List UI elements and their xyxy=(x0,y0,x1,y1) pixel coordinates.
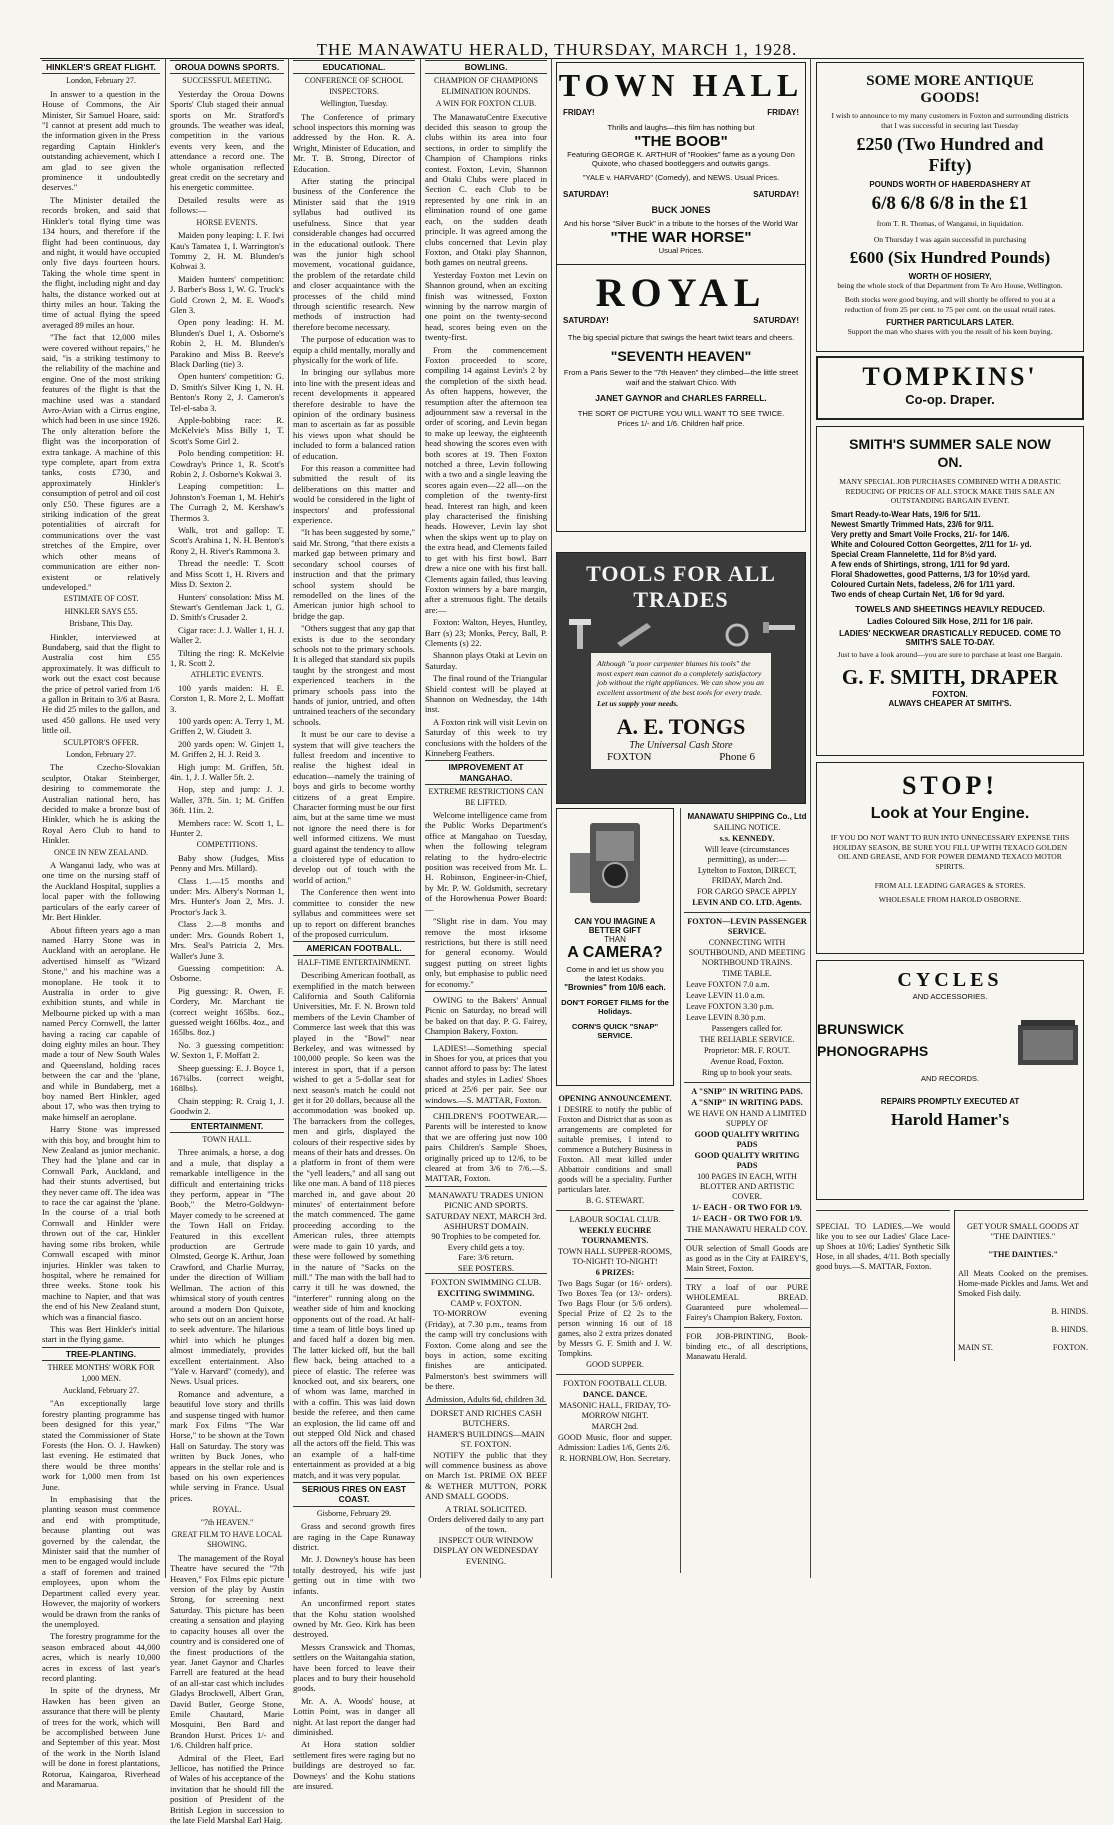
paragraph: From the commencement Foxton proceeded to score, compiling 14 against Levin's 2 by the completion of the sixth head. As often happens, however, the resumption after the afternoon tea adjournment saw a reversal in the order of scoring, and Levin began to make up leeway, the eighteenth head showing the scores even with both scores at 19. Then Foxton notched a three, Levin following with a two and a single leaving the scores again even—22 all—on the completion of the twenty-first head. Interest ran high, and keen play characterised the finishing heads. However, Levin lay shot when the skips went up to play on the extra head, and Clements failed to get with his first bowl. Barr drew a nice one with his first ball. Clements again failed, thus leaving Foxton winners by a bare margin, after a strenuous fight. The details are:— xyxy=(425,344,547,615)
ad-line: GOOD QUALITY WRITING PADS xyxy=(694,1151,800,1170)
ad-line: INSPECT OUR WINDOW DISPLAY ON WEDNESDAY EVENING. xyxy=(433,1534,539,1566)
film-title: "THE BOOB" xyxy=(634,132,728,150)
subheading: ROYAL. xyxy=(212,1505,242,1515)
ad-line: 1/- EACH - OR TWO FOR 1/9. xyxy=(692,1203,802,1212)
headline: SERIOUS FIRES ON EAST COAST. xyxy=(293,1482,415,1507)
ad-line: GOOD QUALITY WRITING PADS xyxy=(694,1130,800,1149)
paragraph: Detailed results were as follows:— xyxy=(170,194,284,216)
ad-line: GOOD Music, floor and supper. Admission: Ladies 1/6, Gents 2/6. xyxy=(558,1433,672,1452)
ad-line: CAMP v. FOXTON. xyxy=(450,1297,522,1308)
subheading: THREE MONTHS' WORK FOR 1,000 MEN. xyxy=(47,1363,155,1383)
ad-line: MARCH 2nd. xyxy=(591,1422,639,1431)
ad-line: I wish to announce to my many customers in Foxton and surrounding districts that I was successful in securing last Tuesday xyxy=(831,111,1069,130)
store-tagline: The Universal Cash Store xyxy=(629,740,733,752)
column-rule xyxy=(810,58,811,1578)
classified-ad: CHILDREN'S FOOTWEAR.—Parents will be interested to know that we are offering just now 100 pairs Children's Sample Shoes, originally priced up to 12/6, to be cleared at from 3/6 to 7/6.—S. MATTAR, Foxton. xyxy=(425,1107,547,1184)
column-3 xyxy=(293,60,415,1791)
texaco-ad xyxy=(816,762,1084,954)
dateline: London, February 27. xyxy=(66,750,136,759)
ad-heading: FOXTON FOOTBALL CLUB. xyxy=(563,1379,667,1388)
ad-headline: SMITH'S SUMMER SALE NOW ON. xyxy=(849,436,1051,470)
ad-line: FURTHER PARTICULARS LATER. xyxy=(886,318,1014,328)
tools-illustration-icon xyxy=(557,613,805,653)
subheading: ONCE IN NEW ZEALAND. xyxy=(53,847,149,857)
ad-line: Admission, Adults 6d, children 3d. xyxy=(425,1393,547,1404)
ad-line: REPAIRS PROMPTLY EXECUTED AT xyxy=(880,1097,1020,1107)
sale-item: White and Coloured Cotton Georgettes, 2/11 for 1/- yd. xyxy=(831,539,1032,549)
ship-name: s.s. KENNEDY. xyxy=(719,834,775,843)
ad-line: Lyttelton to Foxton, DIRECT, FRIDAY, March 2nd. xyxy=(697,866,797,885)
ad-line: Orders delivered daily to any part of the town. xyxy=(428,1514,544,1535)
paragraph: Mr. A. A. Woods' house, at Lottin Point, was in danger all night. At last report the danger had diminished. xyxy=(293,1695,415,1737)
ad-line: Come in and let us show you the latest Kodaks. xyxy=(566,965,664,983)
paragraph: Sheep guessing: E. J. Boyce 1, 167¼lbs. (correct weight, 168lbs). xyxy=(170,1062,284,1094)
ad-line: IF YOU DO NOT WANT TO RUN INTO UNNECESSARY EXPENSE THIS HOLIDAY SEASON, BE SURE YOU FILL UP WITH TEXACO GOLDEN OIL AND GREASE, AND FOR POWER DEMAND TEXACO MOTOR SPIRITS. xyxy=(830,833,1070,871)
subheading: COMPETITIONS. xyxy=(196,840,258,850)
ad-heading: A "SNIP" IN WRITING PADS. xyxy=(691,1087,803,1096)
ad-line: Support the man who shares with you the result of his keen buying. xyxy=(847,327,1053,337)
ad-line: All Meats Cooked on the premises. Home-made Pickles and Jams. Wet and Smoked Fish daily. xyxy=(958,1268,1088,1298)
paragraph: The Minister detailed the records broken, and said that Hinkler's total flying time was 134 hours, and therefore if the flight had been continuous, day and night, it would have occupied only five days fourteen hours. Taking the whole time spent in the flight, including night and day halts, the distance worked out at thirty miles an hour. Taking the time of actual flying the speed averaged 89 miles an hour. xyxy=(42,194,160,330)
column-4 xyxy=(425,60,547,1575)
paragraph: It must be our care to devise a system that will give teachers the fullest freedom and incentive to realise the highest ideal in education—namely the training of boys and girls to become worthy citizens of a great Empire. Character forming must be our first aim, but at the same time we must not ignore the need there is for well informed citizens. We must guard against the tendency to allow a cloistered type of education to develop out of touch with the world of action." xyxy=(293,729,415,885)
paragraph: 100 yards open: A. Terry 1, M. Griffen 2, W. Giudett 3. xyxy=(170,715,284,737)
paragraph: Walk, trot and gallop: T. Scott's Arabina 1, N. H. Benton's Rony 2, H. River's Rammona 3. xyxy=(170,525,284,556)
camera-ad xyxy=(556,808,674,1086)
classified-ad: SPECIAL TO LADIES.—We would like you to see our Ladies' Glace Lace-up Shoes at 10/6; Ladies' Synthetic Silk Hose, in all shades, 4/11. Both specially good buys.—S. MATTAR, Foxton. xyxy=(816,1222,950,1272)
ad-headline: STOP! xyxy=(901,771,999,800)
ad-line: ASHHURST DOMAIN. xyxy=(443,1221,529,1232)
ad-line: "Brownies" from 10/6 each. xyxy=(564,983,666,992)
ad-line: "YALE v. HARVARD" (Comedy), and NEWS. Usual Prices. xyxy=(582,172,780,182)
ad-heading: FOXTON SWIMMING CLUB. xyxy=(430,1277,542,1288)
paragraph: "The fact that 12,000 miles were covered without repairs," he said, "is a striking testimony to the reliability of the machine and engine. One of the most striking features of the flight is that the machine used was a standard Avro-Avian with a Cirrus engine, which had been in use since 1926. The only alteration before the flight was the incorporation of extra tankage. A machine of this type complete, apart from extra tanks, costs £730, and approximately Hinkler's consumption of petrol and oil cost only £50. These figures are a striking indication of the great potentialities of aircraft for communications over the vast stretches of the Empire, over which other means of communication are either non-existent or relatively undeveloped." xyxy=(42,332,160,592)
ad-line: TO-MORROW evening (Friday), at 7.30 p.m., teams from the camp will try conclusions with Foxton. Come along and see the boys in action, some exciting finishes are anticipated. Palmerston's best swimmers will be there. xyxy=(425,1308,547,1392)
ad-line: SEE POSTERS. xyxy=(457,1262,515,1273)
ad-line: WHOLESALE FROM HAROLD OSBORNE. xyxy=(878,894,1022,904)
paragraph: Open pony leading: H. M. Blunden's Duel 1, A. Osborne's Robin 2, H. M. Blunden's Parakino and Miss B. Reeve's Black Darling (tie) 3. xyxy=(170,317,284,369)
paragraph: An unconfirmed report states that the Kohu station woolshed owned by Mr. Geo. Kirk has been destroyed. xyxy=(293,1598,415,1640)
ad-line: POUNDS WORTH OF HABERDASHERY AT xyxy=(869,180,1031,190)
paragraph: Pig guessing: R. Owen, F. Cordery, Mr. Marchant tie (correct weight 165lbs. 6oz., guessed weight 166lbs. 4oz., and 165lbs. 8oz.) xyxy=(170,985,284,1038)
paragraph: High jump: M. Griffen, 5ft. 4in. 1, J. J. Waller 5ft. 2. xyxy=(170,761,284,782)
subheading: SUCCESSFUL MEETING. xyxy=(182,76,272,86)
ad-line: GOOD SUPPER. xyxy=(586,1360,644,1369)
store-phone: Phone 6 xyxy=(719,751,755,764)
paragraph: "Slight rise in dam. You may remove the most irksome restrictions, but there is still need for general economy. Would suggest putting on street lights only, but emphasise to public need for economy." xyxy=(425,916,547,989)
tools-quote: Although "a poor carpenter blames his tools" the most expert man cannot do a completely satisfactory job without the right appliances. We can show you an excellent assortment of the best tools for every trade. xyxy=(597,659,764,697)
subheading: HORSE EVENTS. xyxy=(196,217,258,227)
paragraph: Mr. J. Downey's house has been totally destroyed, his wife just getting out in time with two infants. xyxy=(293,1554,415,1596)
film-title: "SEVENTH HEAVEN" xyxy=(610,348,752,365)
paragraph: In spite of the dryness, Mr Hawken has been given an assurance that there will be plenty of trees for the work, which will be accomplished between June and September of this year. Most of the work in the North Island will be done in forest plantations, Rotorua, Kaingaroa, Riverhead and Maramarua. xyxy=(42,1685,160,1789)
ad-line: WE HAVE ON HAND A LIMITED SUPPLY OF xyxy=(687,1109,807,1128)
paragraph: "It has been suggested by some," said Mr. Strong, "that there exists a marked gap between primary and secondary school courses of instruction and that the primary school system should be remodelled on the lines of the American junior high school to bridge the gap. xyxy=(293,527,415,621)
timetable-row: Leave FOXTON 7.0 a.m. xyxy=(686,980,770,989)
dateline: Gisborne, February 29. xyxy=(316,1508,392,1518)
ad-line: AND ACCESSORIES. xyxy=(912,992,988,1001)
ad-line: LEVIN AND CO. LTD. Agents. xyxy=(692,898,802,907)
small-ads-right xyxy=(680,808,810,1573)
dateline: Wellington, Tuesday. xyxy=(320,99,388,109)
sale-item: Floral Shadowettes, good Patterns, 1/3 for 10½d yard. xyxy=(831,569,1030,579)
store-name: TOMPKINS' xyxy=(862,362,1038,391)
ad-line: CAN YOU IMAGINE A BETTER GIFT xyxy=(574,917,656,935)
ad-line: MANY SPECIAL JOB PURCHASES COMBINED WITH A DRASTIC REDUCING OF PRICES OF ALL STOCK MAKE THIS SALE AN OUTSTANDING BARGAIN EVENT. xyxy=(839,477,1061,506)
ad-line: Prices 1/- and 1/6. Children half price. xyxy=(617,418,745,428)
paragraph: Admiral of the Fleet, Earl Jellicoe, has notified the Prince of Wales of his acceptance of the invitation that he should fill the position of President of the British Legion in succession to the late Field Marshal Earl Haig. xyxy=(170,1752,284,1825)
paragraph: Yesterday the Oroua Downs Sports' Club staged their annual sports on Mr. Stratford's grounds. The weather was ideal, competition in the various events very keen, and the attendance a record one. The whole organisation reflected great credit on the secretary and his energetic committee. xyxy=(170,88,284,193)
paragraph: Describing American football, as exemplified in the match between California and South California Universities, Mr. F. N. Brown told members of the Levin Chamber of Commerce last week that this was played in the "Bowl" near Berkeley, and was witnessed by 100,000 people. So keen was the interest in sport, that if a person wished to get a 5-dollar seat for next season's match he could not get it for 20 dollars, because all the accommodation was booked up. The barrackers from the colleges, men and girls, displayed the colours of their respective sides by means of their hats and dresses. On a platform in front of them were the "yell leaders," and all sang out like one man. A band of 118 pieces marched in, and gave about 20 minutes' of entertainment before the match commenced. The game proceeding according to the American rules, three attempts were made to gain 10 yards, and these were followed by something in the nature of "Sacks on the mill." The man with the ball had to carry it till he was downed, the "interferer" running along on the weather side of him and knocking opponents out of the road. At half-time a team of little boys lined up and faced half a dozen big men. The latter kicked off, but the ball flew back, being attached to a piece of elastic. The referee was knocked out, and six bearers, one of whom was lame, marched in with a coffin. This was laid down beside the referee, and then came an explosion, the lid came off and out stepped Old Nick and chased all the actors off the field. This was an example of a half-time entertainment as provided at a big match, and it was very popular. xyxy=(293,970,415,1480)
paragraph: A Wanganui lady, who was at one time on the nursing staff of the Auckland Hospital, supplies a local paper with the following particulars of the early career of Mr. Bert Hinkler. xyxy=(42,860,160,923)
ad-line: TIME TABLE. xyxy=(722,969,772,978)
paragraph: Hop, step and jump: J. J. Waller, 37ft. 5in. 1; M. Griffen 36ft. 11in. 2. xyxy=(170,784,284,816)
subheading: GREAT FILM TO HAVE LOCAL SHOWING. xyxy=(171,1530,283,1550)
column-rule xyxy=(288,58,289,1578)
paragraph: Three animals, a horse, a dog and a mule, that display a remarkable intelligence in the difficult and entertaining tricks they perform, appear in "The Boob," the Metro-Goldwyn-Mayer comedy to be screened at the Town Hall on Friday. Featured in this excellent production are Gertrude Olmsted, George K. Arthur, Joan Crawford, and Charlie Murray, under the direction of William Wellman. The action of this whimsical story of youth centres around a modern Don Quixote, who sets out on an ancient horse to seek adventure. The hilarious whirl into which he plunges almost immediately, provides excellent entertainment. Also "Yale v. Harvard" (comedy), and News. Usual prices. xyxy=(170,1147,284,1387)
ad-line: SAILING NOTICE. xyxy=(713,823,781,832)
sale-item: Newest Smartly Trimmed Hats, 23/6 for 9/11. xyxy=(831,519,994,529)
dainties-ad xyxy=(954,1210,1088,1361)
butchers-ad xyxy=(425,1404,547,1566)
paragraph: 100 yards maiden: H. E. Corston 1, R. More 2, L. Moffatt 3. xyxy=(170,682,284,714)
day-label: FRIDAY! xyxy=(767,108,799,117)
ad-line: B. G. STEWART. xyxy=(585,1196,645,1205)
dateline: Auckland, February 27. xyxy=(63,1385,139,1395)
paragraph: Hunters' consolation: Miss M. Stewart's Gentleman Jack 1, G. D. Smith's Crusader 2. xyxy=(170,591,284,623)
tools-notice xyxy=(591,653,771,769)
column-rule xyxy=(420,58,421,1578)
subheading: A WIN FOR FOXTON CLUB. xyxy=(435,99,537,109)
ad-line: DON'T FORGET FILMS for the Holidays. xyxy=(561,998,669,1016)
ad-line: MAIN ST. xyxy=(958,1343,993,1353)
paragraph: In bringing our syllabus more into line with the present ideas and recent developments it appeared therefore desirable to have the opinion of the ordinary business man to ascertain as far as possible his views upon what should be included to form a balanced ration of education. xyxy=(293,367,415,461)
subheading: "7th HEAVEN." xyxy=(200,1517,254,1527)
ad-line: 90 Trophies to be competed for. Every child gets a toy. xyxy=(431,1231,541,1252)
paragraph: Leaping competition: L. Johnston's Foeman 1, M. Hehir's The Curragh 2, M. Kershaw's Thermos 3. xyxy=(170,481,284,523)
headline: IMPROVEMENT AT MANGAHAO. xyxy=(425,760,547,785)
ad-line: Ladies Coloured Silk Hose, 2/11 for 1/6 pair. xyxy=(867,616,1033,626)
town-hall-title: TOWN HALL xyxy=(558,67,804,103)
ladies-ad xyxy=(816,1210,950,1280)
paragraph: Shannon plays Otaki at Levin on Saturday. xyxy=(425,650,547,671)
paragraph: A Foxton rink will visit Levin on Saturday of this week to try conclusions with the holders of the Kinneberg Feathers. xyxy=(425,716,547,758)
subheading: EXTREME RESTRICTIONS CAN BE LIFTED. xyxy=(428,787,544,807)
subheading: ATHLETIC EVENTS. xyxy=(190,670,264,680)
headline: TREE-PLANTING. xyxy=(42,1347,160,1361)
ad-heading: MANAWATU TRADES UNION PICNIC AND SPORTS. xyxy=(428,1189,544,1211)
ad-line: THE RELIABLE SERVICE. xyxy=(699,1035,795,1044)
tools-ad xyxy=(556,552,806,804)
paragraph: Romance and adventure, a beautiful love story and thrills and suspense tinged with humor mark Fox Films "The War Horse," to be shown at the Town Hall on Saturday. The story was written by Buck Jones, who appears in the stellar role and is based on his own experiences while serving in France. Usual prices. xyxy=(170,1388,284,1503)
classified-ad: FOR JOB-PRINTING, Book-binding etc., of all descriptions, Manawatu Herald. xyxy=(686,1332,808,1361)
picnic-ad xyxy=(425,1186,547,1273)
timetable-row: Leave FOXTON 3.30 p.m. xyxy=(686,1002,775,1011)
camera-icon xyxy=(560,813,670,913)
paragraph: Grass and second growth fires are raging in the Cape Runaway district. xyxy=(293,1521,415,1553)
ad-line: CORN'S QUICK "SNAP" SERVICE. xyxy=(571,1022,659,1040)
ad-headline: Look at Your Engine. xyxy=(870,805,1030,822)
subheading: HINKLER SAYS £55. xyxy=(64,606,138,616)
paragraph: At Hora station soldier settlement fires were raging but no buildings are destroyed so far. Downeys' and the Kohu stations are insured. xyxy=(293,1739,415,1791)
ad-line: 6 PRIZES: xyxy=(595,1268,635,1277)
day-label: SATURDAY! xyxy=(753,190,799,200)
paragraph: The final round of the Triangular Shield contest will be played at Shannon on Wednesday, the 14th inst. xyxy=(425,673,547,715)
ad-heading: DORSET AND RICHES CASH BUTCHERS. xyxy=(430,1407,542,1429)
ad-line: Passengers called for. xyxy=(711,1024,783,1033)
ad-heading: DANCE. DANCE. xyxy=(582,1390,648,1399)
phonograph-icon xyxy=(1013,1010,1083,1070)
paragraph: Yesterday Foxton met Levin on Shannon ground, when an exciting finish was witnessed, Foxton winning by the narrow margin of one point on the twenty-second head, scores being even on the twenty-first. xyxy=(425,269,547,343)
ad-headline: 6/8 6/8 6/8 in the £1 xyxy=(871,193,1029,215)
cycles-ad xyxy=(816,960,1084,1200)
ad-heading: FOXTON—LEVIN PASSENGER SERVICE. xyxy=(687,917,807,936)
ad-line: FROM ALL LEADING GARAGES & STORES. xyxy=(874,881,1026,891)
paragraph: About fifteen years ago a man named Harry Stone was in Auckland with an aeroplane. He advertised himself as "Wizard Stone," and his machine was a monoplane. He took it to Australia in order to give exhibition stunts, and while in Melbourne picked up with a man named Percy Cornwell, the latter having a racing car capable of doing eighty miles an hour. They made a tour of New South Wales and Queensland, holding races between the car and the 'plane, and while in Bundaberg, met a boy named Bert Hinkler, aged about 17, who was then trying to make himself an aeroplane. xyxy=(42,924,160,1122)
paragraph: Members race: W. Scott 1, L. Hunter 2. xyxy=(170,817,284,839)
ad-headline: £250 (Two Hundred and Fifty) xyxy=(856,134,1044,176)
ad-line: TOWELS AND SHEETINGS HEAVILY REDUCED. xyxy=(855,603,1045,614)
smith-sale-ad xyxy=(816,426,1084,756)
paragraph: "An exceptionally large forestry planting programme has been designed for this year," stated the Commissioner of State Forests (the Hon. O. J. Hawken) last evening. He estimated that there would be three months' work for 1,000 men from 1st June. xyxy=(42,1398,160,1492)
headline: BOWLING. xyxy=(425,60,547,74)
paragraph: In emphasising that the planting season must commence and end with promptitude, because planting out was governed by the calendar, the Minister said that the number of men to be engaged would include a staff of foremen and trained employees, upon whom the Department called every year. However, the majority of workers would be drawn from the ranks of the unemployed. xyxy=(42,1494,160,1629)
paragraph: Apple-bobbing race: R. McKelvie's Miss Billy 1, T. Scott's Some Girl 2. xyxy=(170,415,284,446)
paragraph: Messrs Cranswick and Thomas, settlers on the Waitangahia station, have been forced to leave their places and to bury their household goods. xyxy=(293,1641,415,1694)
ad-line: THAN xyxy=(604,935,626,944)
paragraph: 200 yards open: W. Ginjett 1, M. Griffen 2, H. J. Reid 3. xyxy=(170,738,284,760)
ad-line: GET YOUR SMALL GOODS AT "THE DAINTIES." xyxy=(966,1222,1080,1242)
small-ads-left xyxy=(556,1090,674,1468)
store-name: A. E. TONGS xyxy=(616,714,746,740)
ad-line: WORTH OF HOSIERY, xyxy=(908,272,992,282)
paragraph: Maiden pony leaping: I. F. Iwi Kau's Tamatea 1, I. Warrington's Tommy 2, H. M. Blunden's Kohwai 3. xyxy=(170,230,284,272)
day-label: SATURDAY! xyxy=(563,315,609,325)
ad-line: THE SORT OF PICTURE YOU WILL WANT TO SEE TWICE. xyxy=(577,409,785,419)
ad-line: B. HINDS. xyxy=(1051,1324,1088,1334)
ad-line: Both stocks were good buying, and will shortly be offered to you at a reduction of from 25 per cent. to 75 per cent. on the usual retail rates. xyxy=(844,294,1056,314)
ad-heading: LABOUR SOCIAL CLUB. xyxy=(569,1215,661,1224)
classified-ad: OWING to the Bakers' Annual Picnic on Saturday, no bread will be baked on that day. P. G. Fairey, Champion Bakery, Foxton. xyxy=(425,991,547,1037)
ad-line: NOTIFY the public that they will commence business as above on March 1st. PRIME OX BEEF & WETHER MUTTON, PORK AND SMALL GOODS. xyxy=(425,1449,547,1502)
ad-line: Fare: 3/6 return. xyxy=(458,1252,514,1263)
ad-line: Featuring GEORGE K. ARTHUR of "Rookies" fame as a young Don Quixote, who chased bootleggers and outwits gangs. xyxy=(567,149,795,169)
ad-headline: SOME MORE ANTIQUE GOODS! xyxy=(866,73,1034,106)
paragraph: The Czecho-Slovakian sculptor, Otakar Steinberger, desiring to commemorate the Australian national hero, has decided to make a bronze bust of Hinkler, which he is asking the Royal Aero Club to hand to Hinkler. xyxy=(42,762,160,846)
headline: ENTERTAINMENT. xyxy=(170,1119,284,1133)
store-name: Harold Hamer's xyxy=(890,1110,1010,1130)
ad-line: Proprietor: MR. F. ROUT. xyxy=(703,1046,791,1055)
column-rule xyxy=(551,58,552,1578)
ad-line: B. HINDS. xyxy=(1051,1306,1088,1316)
store-town: FOXTON. xyxy=(932,690,968,700)
paragraph: The forestry programme for the season embraced about 44,000 acres, which is nearly 10,000 acres in excess of last year's record planting. xyxy=(42,1631,160,1683)
timetable-row: Leave LEVIN 8.30 p.m. xyxy=(686,1013,766,1022)
star-name: BUCK JONES xyxy=(651,205,711,216)
masthead: THE MANAWATU HERALD, THURSDAY, MARCH 1, 1928. xyxy=(316,40,798,59)
ad-line: Just to have a look around—you are sure to purchase at least one Bargain. xyxy=(837,649,1063,659)
ad-line: FOR CARGO SPACE APPLY xyxy=(696,887,798,896)
sale-item: Special Cream Flannelette, 11d for 8½d yard. xyxy=(831,549,997,559)
tools-title: TOOLS FOR ALL TRADES xyxy=(586,561,776,612)
paragraph: The purpose of education was to equip a child mentally, morally and physically for the work of life. xyxy=(293,334,415,365)
ad-line: And his horse "Silver Buck" in a tribute to the horses of the World War xyxy=(563,219,799,229)
paragraph: Maiden hunters' competition: J. Barber's Boss 1, W. G. Truck's Gold Crown 2, M. E. Wood's Glen 3. xyxy=(170,273,284,315)
ad-line: Two Bags Sugar (or 16/- orders). Two Boxes Tea (or 13/- orders). Two Bags Flour (or 5/6 orders). Special Prize of £2 2s to the person winning 16 out of 18 games, also 2 extra prizes donated by Messrs G. F. Smith and J. W. Tompkins. xyxy=(558,1279,672,1358)
paragraph: Guessing competition: A. Osborne. xyxy=(170,962,284,984)
ad-line: The big special picture that swings the heart twixt tears and cheers. xyxy=(567,332,795,342)
classified-ad: LADIES!—Something special in Shoes for you, at prices that you cannot afford to pass by: The latest shades and styles in Ladies' Shoes priced at 25/6 per pair. See our windows.—S. MATTAR, Foxton. xyxy=(425,1039,547,1105)
subheading: SCULPTOR'S OFFER. xyxy=(63,737,139,747)
dateline: London, February 27. xyxy=(66,76,136,86)
ad-line: HAMER'S BUILDINGS—MAIN ST. FOXTON. xyxy=(427,1428,545,1450)
ad-line: From a Paris Sewer to the "7th Heaven" they climbed—the little street waif and the stalwart Chico. With xyxy=(563,368,799,387)
headline: HINKLER'S GREAT FLIGHT. xyxy=(42,60,160,74)
ad-line: 100 PAGES IN EACH, WITH BLOTTER AND ARTISTIC COVER. xyxy=(697,1172,797,1201)
ad-heading: A "SNIP" IN WRITING PADS. xyxy=(691,1098,803,1107)
ad-line: 1/- EACH - OR TWO FOR 1/9. xyxy=(692,1214,802,1223)
headline: EDUCATIONAL. xyxy=(293,60,415,74)
ad-line: FOXTON. xyxy=(1052,1343,1088,1353)
paragraph: In answer to a question in the House of Commons, the Air Minister, Sir Samuel Hoare, said: "I cannot at present add much to the information given in the Press regarding Captain Hinkler's outstanding achievement, which I am glad to see given the prominence it undoubtedly deserves." xyxy=(42,88,160,193)
store-name: G. F. SMITH, DRAPER xyxy=(841,665,1059,690)
ad-line: CONNECTING WITH SOUTHBOUND, AND MEETING NORTHBOUND TRAINS. xyxy=(688,938,806,967)
ad-line: Ring up to book your seats. xyxy=(701,1068,793,1077)
subheading: TOWN HALL. xyxy=(202,1135,252,1144)
ad-heading: EXCITING SWIMMING. xyxy=(437,1287,535,1298)
sale-item: Very pretty and Smart Voile Frocks, 21/- for 14/6. xyxy=(831,529,1010,539)
store-tagline: ALWAYS CHEAPER AT SMITH'S. xyxy=(888,699,1012,709)
sale-item: Two ends of cheap Curtain Net, 1/6 for 9d yard. xyxy=(831,589,1005,599)
ad-heading: MANAWATU SHIPPING Co., Ltd xyxy=(687,812,807,821)
subheading: ESTIMATE OF COST. xyxy=(63,594,139,604)
paragraph: Polo bending competition: H. Cowdray's Prince 1, R. Scott's Robin 2, J. Osborne's Kokwai 3. xyxy=(170,448,284,480)
ad-headline: CYCLES xyxy=(897,969,1003,991)
paragraph: For this reason a committee had submitted the result of its deliberations on this matter and would be considered in the light of inspectors' and professional experience. xyxy=(293,463,415,526)
ad-line: TOWN HALL SUPPER-ROOMS, TO-NIGHT! TO-NIGHT! xyxy=(558,1247,672,1266)
ad-line: SATURDAY NEXT, MARCH 3rd. xyxy=(425,1210,547,1221)
cinema-ad xyxy=(556,62,806,532)
ad-line: being the whole stock of that Department from Te Aro House, Wellington. xyxy=(837,281,1063,291)
sale-item: Smart Ready-to-Wear Hats, 19/6 for 5/11. xyxy=(831,509,981,519)
ad-line: AND RECORDS. xyxy=(920,1073,980,1083)
camera-headline: A CAMERA? xyxy=(567,944,663,961)
star-name: JANET GAYNOR and CHARLES FARRELL. xyxy=(595,393,767,404)
subheading: CHAMPION OF CHAMPIONS ELIMINATION ROUNDS. xyxy=(433,76,539,96)
subheading: CONFERENCE OF SCHOOL INSPECTORS. xyxy=(304,76,404,96)
paragraph: No. 3 guessing competition: W. Sexton 1, F. Moffatt 2. xyxy=(170,1039,284,1061)
store-tagline: Co-op. Draper. xyxy=(905,392,995,407)
store-town: FOXTON xyxy=(607,751,652,764)
ad-line: Will leave (circumstances permitting), as under:— xyxy=(704,845,790,864)
ad-line: "THE DAINTIES." xyxy=(987,1250,1059,1260)
classified-ad: OUR selection of Small Goods are as good as in the City at FAIREY'S, Main Street, Foxton. xyxy=(686,1244,808,1273)
ad-line: On Thursday I was again successful in purchasing xyxy=(873,234,1027,244)
paragraph: The Conference of primary school inspectors this morning was addressed by the Hon. R. A. Wright, Minister of Education, and Mr. T. B. Strong, Director of Education. xyxy=(293,111,415,174)
subheading: HALF-TIME ENTERTAINMENT. xyxy=(297,957,411,967)
ad-line: Thrills and laughs—this film has nothing but xyxy=(607,123,755,132)
masthead-rule xyxy=(40,58,1084,59)
paragraph: The Conference then went into committee to consider the new syllabus and committees were set up to report on different branches of the proposed curriculum. xyxy=(293,887,415,939)
ad-line: Avenue Road, Foxton. xyxy=(710,1057,784,1066)
paragraph: Hinkler, interviewed at Bundaberg, said that the flight to Australia cost him £55 approximately. It was difficult to work out the exact cost because the price of petrol varied from 1/6 a gallon in Britain to 3/6 at Basra. He did 25 miles to the gallon, and used 450 gallons. He used very little oil. xyxy=(42,631,160,736)
paragraph: The management of the Royal Theatre have secured the "7th Heaven," Fox Films epic picture version of the play by Austin Strong, for screening next Saturday. This picture has been creating a sensation and playing to capacity houses all over the country and is considered one of the finest productions of the year. Janet Gaynor and Charles Farrell are featured at the head of an all-star cast which includes Gladys Brockwell, Albert Gran, David Butler, George Stone, Emile Chautard, Marie Mosquini, Ben Bard and Brandon Hurst. Prices 1/- and 1/6. Children half price. xyxy=(170,1552,284,1751)
ad-line: Usual Prices. xyxy=(658,245,704,255)
paragraph: Harry Stone was impressed with this boy, and brought him to New Zealand as junior mechanic. They had the 'plane and car in Cornwall Park, Auckland, and had their stunts advertised, but they never came off. The idea was to race the car against the 'plane. In the course of a trial both Cornwall and Hinkler were thrown out of the car, Hinkler having some ribs broken, while Cornwall escaped with minor injuries. Hinkler was taken to hospital, where he remained for three weeks. Stone took his machine to Napier, and that was the end of his New Zealand stunt, which was a financial fiasco. xyxy=(42,1124,160,1322)
ad-line: I DESIRE to notify the public of Foxton and District that as soon as arrangements are completed for suitable premises, I intend to commence a Butchery Business in Foxton. All meat killed under Abbattoir conditions and small goods will be a speciality. Further particulars later. xyxy=(558,1105,672,1194)
classified-ad: TRY a loaf of our PURE WHOLEMEAL BREAD. Guaranteed pure wholemeal—Fairey's Champion Bakery, Foxton. xyxy=(686,1283,808,1322)
swimming-ad xyxy=(425,1273,547,1404)
sale-item: Coloured Curtain Nets, fadeless, 2/6 for 1/11 yard. xyxy=(831,579,1015,589)
paragraph: Cigar race: J. J. Waller 1, H. J. Waller 2. xyxy=(170,624,284,646)
timetable-row: Leave LEVIN 11.0 a.m. xyxy=(686,991,765,1000)
paragraph: Open hunters' competition: G. D. Smith's Silver King 1, N. H. Benton's Rony 2, J. Cameron's Tel-el-saba 3. xyxy=(170,371,284,413)
film-title: "THE WAR HORSE" xyxy=(610,228,752,246)
ad-line: THE MANAWATU HERALD COY. xyxy=(686,1225,808,1234)
paragraph: Class 1.—15 months and under: Mrs. Albery's Norman 1, Mrs. Hunter's Joan 2, Mrs. J. Proctor's Jack 3. xyxy=(170,875,284,917)
ad-line: LADIES' NECKWEAR DRASTICALLY REDUCED. COME TO SMITH'S SALE TO-DAY. xyxy=(839,628,1061,647)
phonograph-brand: BRUNSWICK PHONOGRAPHS xyxy=(817,1020,929,1059)
paragraph: Baby show (Judges, Miss Penny and Mrs. Millard). xyxy=(170,852,284,874)
royal-title: ROYAL xyxy=(595,269,767,315)
sale-item: A few ends of Shirtings, strong, 1/11 for 9d yard. xyxy=(831,559,1010,569)
day-label: SATURDAY! xyxy=(563,190,609,200)
dateline: Brisbane, This Day. xyxy=(69,619,133,629)
paragraph: After stating the principal business of the Conference the Minister said that the 1919 syllabus had outlived its usefulness. Since that year considerable changes had occurred in the educational outlook. There was the junior high school movement, vocational guidance, the problem of the retardate child and closer acquaintance with the processes of the child mind through scientific research. New methods of instruction had therefore become necessary. xyxy=(293,176,415,332)
tompkins-ad xyxy=(816,62,1084,352)
paragraph: "Others suggest that any gap that exists is due to the secondary schools not to the primary schools. It is alleged that standard six pupils taught by the strongest and most experienced teachers in the primary schools pass into the hands of junior, untried, and often untrained teachers of the secondary schools. xyxy=(293,623,415,727)
column-2 xyxy=(170,60,284,1825)
paragraph: Thread the needle: T. Scott and Miss Scott 1, H. Rivers and Miss D. Sexton 2. xyxy=(170,558,284,590)
paragraph: Foxton: Walton, Heyes, Huntley, Barr (s) 23; Monks, Percy, Ball, P. Clements (s) 22. xyxy=(425,617,547,648)
day-label: SATURDAY! xyxy=(753,315,799,325)
column-rule xyxy=(165,58,166,1578)
day-label: FRIDAY! xyxy=(563,108,595,117)
paragraph: Tilting the ring: R. McKelvie 1, R. Scott 2. xyxy=(170,647,284,668)
paragraph: The ManawatuCentre Executive decided this season to group the clubs within its area into four sections, in order to simplify the Champion of Champions rinks contest. Foxton, Levin, Shannon and Otaki Clubs were placed in Section C. each Club to be represented by one rink in an elimination round of one game each, on the sudden death principle. It was agreed among the clubs concerned that Levin play Foxton, and Otaki play Shannon, both games on neutral greens. xyxy=(425,111,547,268)
ad-heading: OPENING ANNOUNCEMENT. xyxy=(558,1094,672,1103)
paragraph: Chain stepping: R. Craig 1, J. Goodwin 2. xyxy=(170,1095,284,1117)
paragraph: This was Bert Hinkler's initial start in the flying game. xyxy=(42,1323,160,1345)
ad-line: A TRIAL SOLICITED. xyxy=(445,1503,527,1514)
tools-cta: Let us supply your needs. xyxy=(597,699,679,709)
ad-headline: £600 (Six Hundred Pounds) xyxy=(849,248,1051,268)
paragraph: Welcome intelligence came from the Public Works Department's office at Mangahao on Tuesday, when the following telegram relating to the hydro-electric position was received from Mr. L. H. Robinson, Engineer-in-Chief, by Mr. P. W. Goldsmith, secretary of the Horowhenua Power Board:— xyxy=(425,810,547,914)
paragraph: Class 2.—8 months and under: Mrs. Gounds Robert 1, Mrs. Seal's Patricia 2, Mrs. Waller's June 3. xyxy=(170,919,284,961)
tompkins-banner xyxy=(816,356,1084,420)
ad-heading: WEEKLY EUCHRE TOURNAMENTS. xyxy=(578,1226,652,1245)
ad-line: MASONIC HALL, FRIDAY, TO-MORROW NIGHT. xyxy=(559,1401,671,1420)
ad-line: R. HORNBLOW, Hon. Secretary. xyxy=(559,1454,671,1463)
ad-line: from T. R. Thomas, of Wanganui, in liquidation. xyxy=(876,219,1024,229)
headline: OROUA DOWNS SPORTS. xyxy=(170,60,284,74)
headline: AMERICAN FOOTBALL. xyxy=(293,941,415,955)
column-1 xyxy=(42,60,160,1789)
sale-list xyxy=(817,506,1083,604)
